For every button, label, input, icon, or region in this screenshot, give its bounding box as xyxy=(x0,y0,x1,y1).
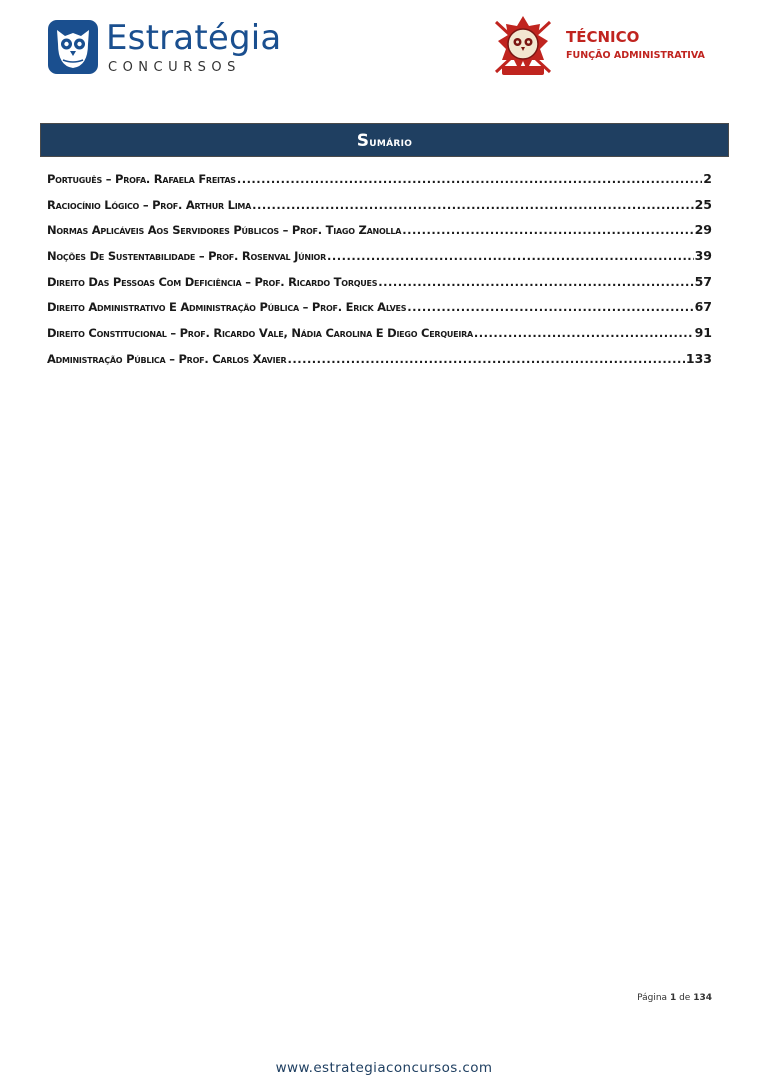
toc-entry-page: 25 xyxy=(694,196,712,212)
toc-entry-title: Normas Aplicáveis Aos Servidores Públicos – Prof. Tiago Zanolla xyxy=(47,223,402,238)
summary-header-bar xyxy=(40,123,729,157)
summary-title-rest: umário xyxy=(369,135,413,150)
toc-entry-direito-administrativo[interactable] xyxy=(47,299,712,325)
owl-logo-icon xyxy=(48,20,98,74)
toc-leader xyxy=(237,172,702,186)
toc-entry-title: Direito Das Pessoas Com Deficiência – Prof. Ricardo Torques xyxy=(47,274,378,289)
toc-entry-title: Administração Pública – Prof. Carlos Xavier xyxy=(47,351,287,366)
toc-entry-raciocinio-logico[interactable] xyxy=(47,197,712,223)
summary-title-initial: S xyxy=(356,131,370,151)
toc-leader xyxy=(378,275,693,289)
owl-emblem-icon xyxy=(490,14,556,80)
footer-url-link[interactable]: www.estrategiaconcursos.com xyxy=(275,1060,493,1076)
table-of-contents xyxy=(47,171,712,377)
toc-entry-page: 29 xyxy=(694,222,712,238)
toc-entry-title: Noções De Sustentabilidade – Prof. Rosenval Júnior xyxy=(47,249,327,264)
toc-entry-sustentabilidade[interactable] xyxy=(47,248,712,274)
page-label: Página xyxy=(637,993,668,1003)
toc-leader xyxy=(287,352,684,366)
toc-entry-page: 57 xyxy=(694,273,712,289)
toc-entry-normas-aplicaveis[interactable] xyxy=(47,222,712,248)
toc-entry-title: Português – Profa. Rafaela Freitas xyxy=(47,172,236,186)
badge-subtitle: FUNÇÃO ADMINISTRATIVA xyxy=(566,50,705,61)
toc-leader xyxy=(407,300,693,314)
course-badge xyxy=(490,14,730,84)
toc-entry-page: 67 xyxy=(694,299,712,315)
toc-leader xyxy=(474,326,694,340)
toc-leader xyxy=(252,198,694,212)
summary-title xyxy=(357,131,413,151)
brand-name: Estratégia xyxy=(106,18,282,58)
toc-entry-page: 39 xyxy=(694,248,712,264)
toc-entry-page: 133 xyxy=(685,350,712,366)
toc-entry-page: 91 xyxy=(694,325,712,341)
toc-entry-title: Direito Administrativo E Administração Pública – Prof. Erick Alves xyxy=(47,300,407,315)
toc-entry-administracao-publica[interactable] xyxy=(47,351,712,377)
toc-entry-direito-constitucional[interactable] xyxy=(47,325,712,351)
current-page: 1 xyxy=(669,993,677,1003)
badge-title: TÉCNICO xyxy=(566,28,640,46)
toc-entry-portugues[interactable] xyxy=(47,171,712,197)
total-pages: 134 xyxy=(693,993,712,1003)
estrategia-logo xyxy=(48,18,308,80)
toc-entry-title: Direito Constitucional – Prof. Ricardo Vale, Nádia Carolina E Diego Cerqueira xyxy=(47,326,473,341)
toc-entry-title: Raciocínio Lógico – Prof. Arthur Lima xyxy=(47,197,252,212)
page-indicator xyxy=(637,993,712,1003)
toc-entry-pessoas-deficiencia[interactable] xyxy=(47,274,712,300)
toc-entry-page: 2 xyxy=(703,171,712,186)
toc-leader xyxy=(327,249,694,263)
toc-leader xyxy=(402,223,693,237)
brand-subtitle: CONCURSOS xyxy=(108,60,241,75)
page-separator: de xyxy=(679,993,691,1003)
